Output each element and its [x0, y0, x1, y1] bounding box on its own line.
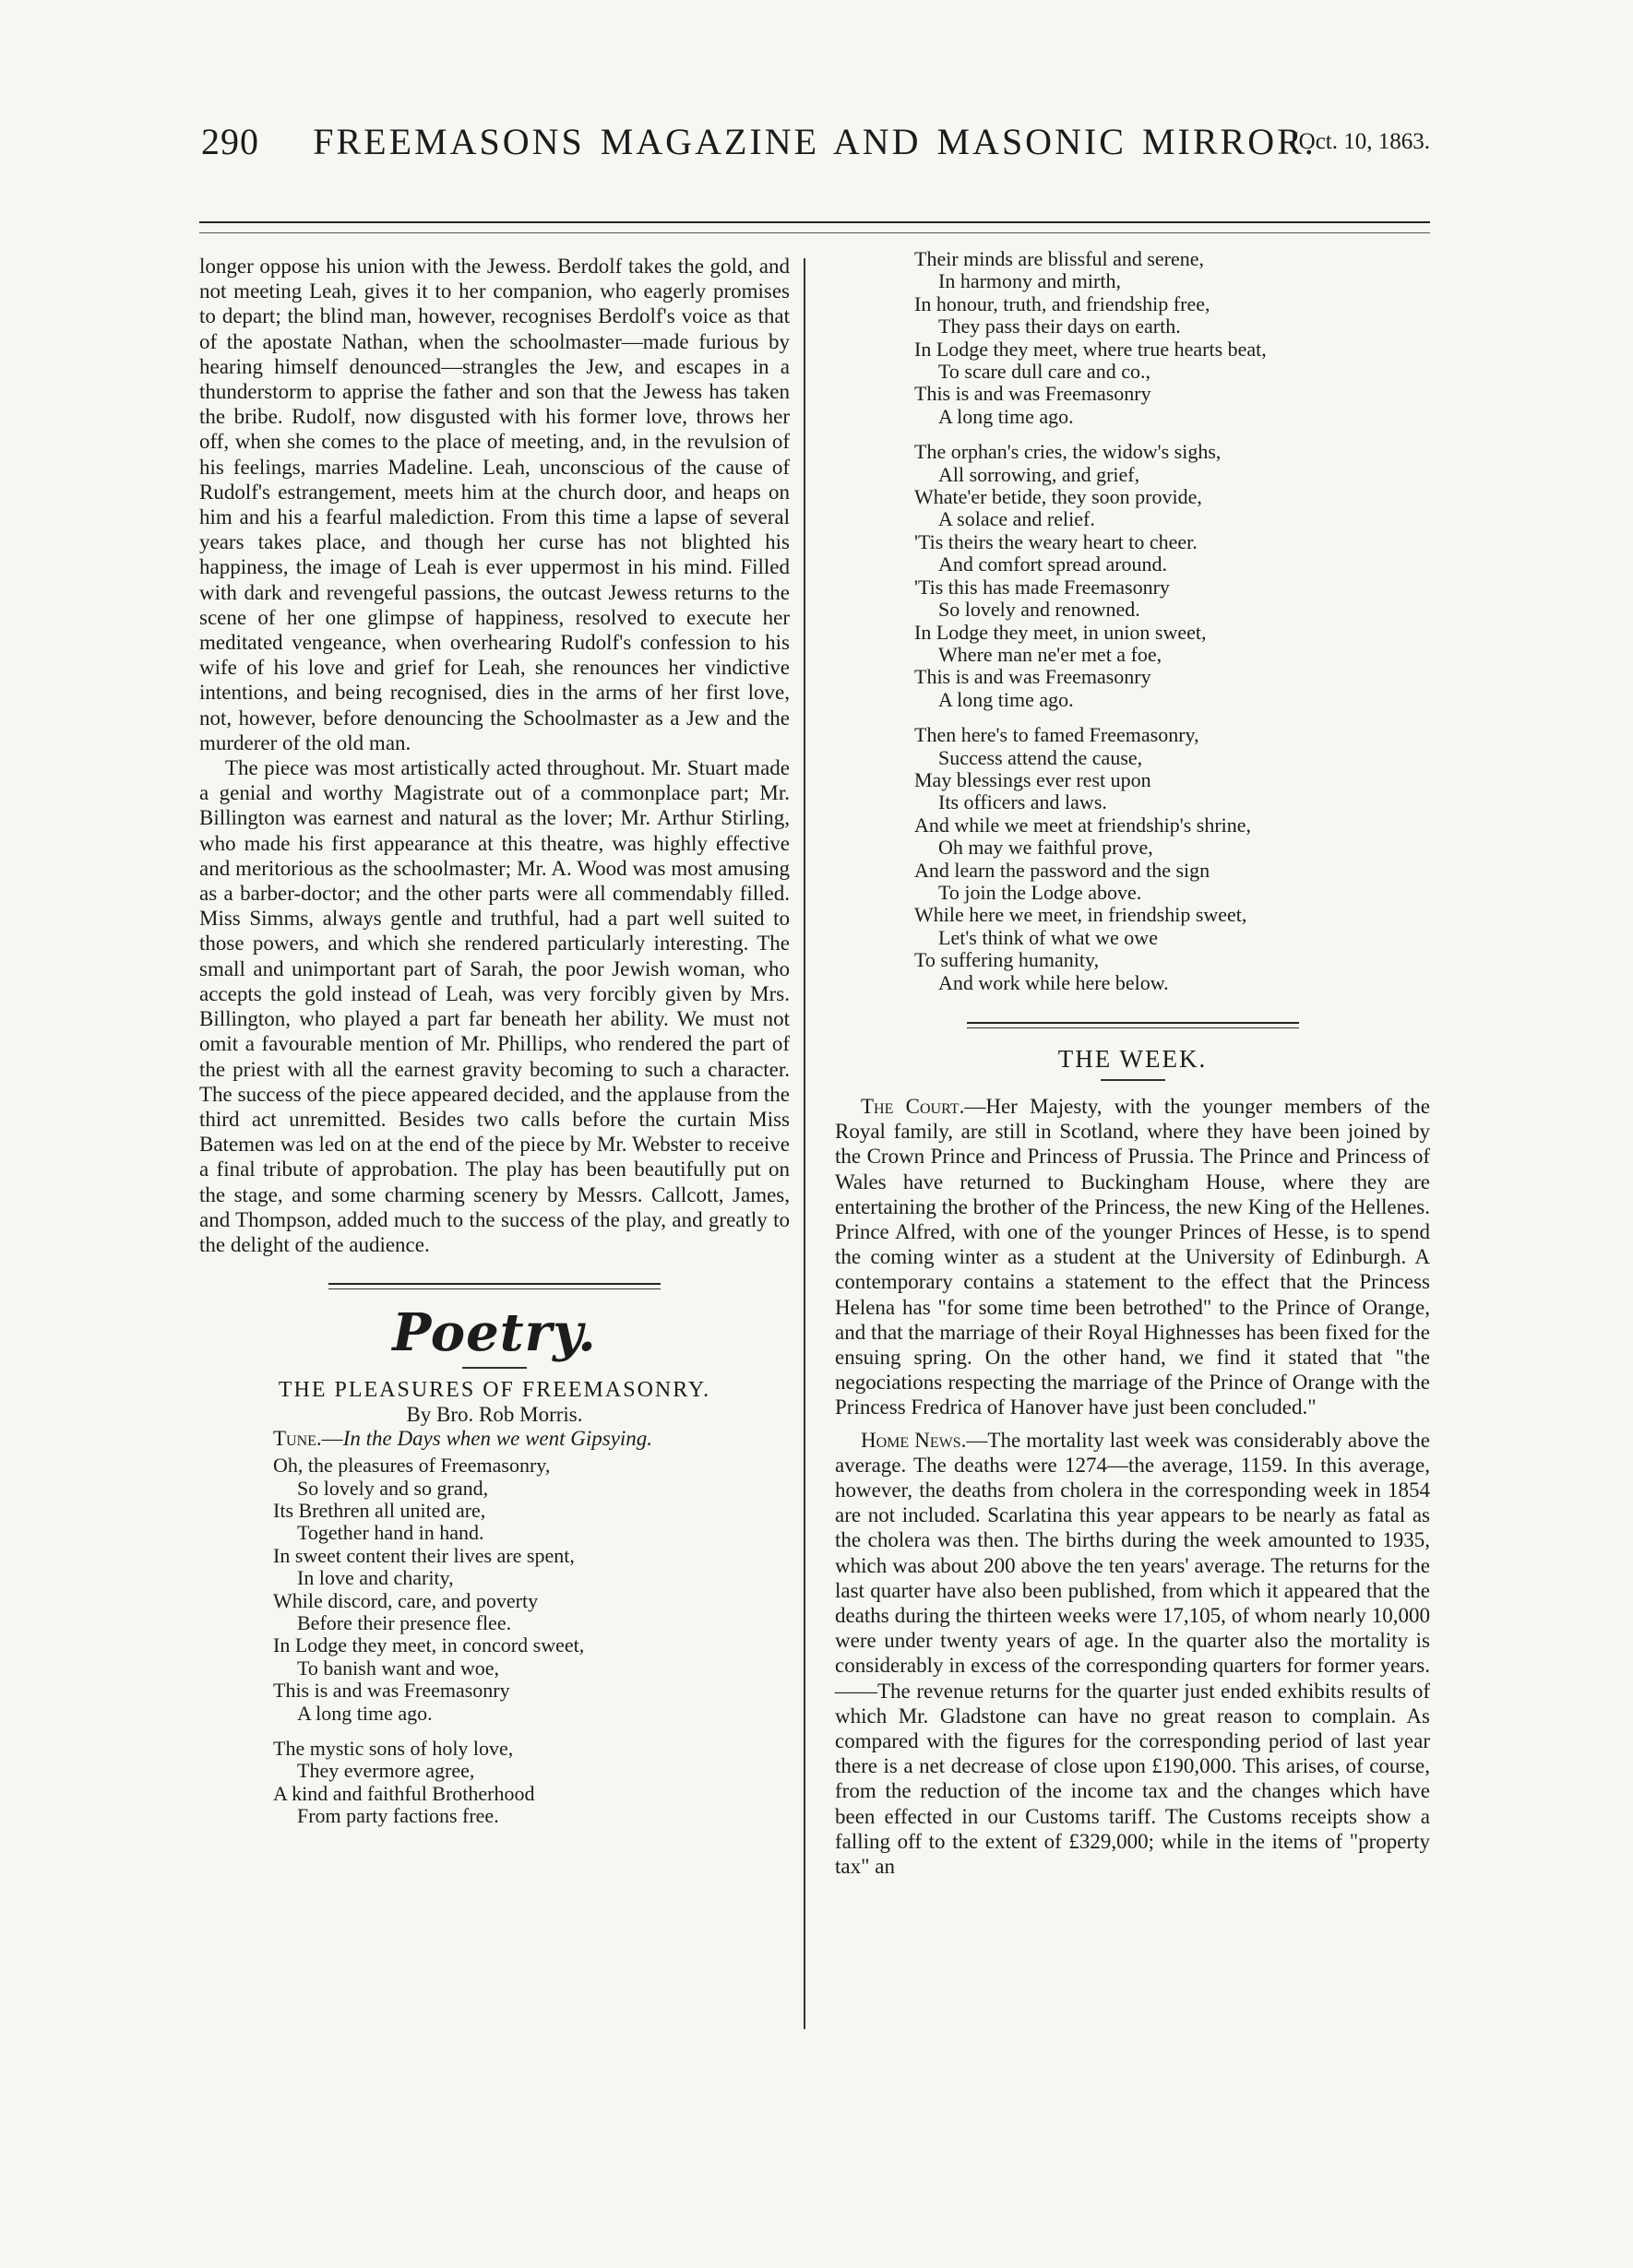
tune-text: In the Days when we went Gipsying. [342, 1427, 653, 1451]
poem-line: So lovely and renowned. [938, 598, 1140, 622]
issue-date: [Oct. 10, 1863. [1291, 129, 1430, 154]
page-number: 290 [201, 121, 259, 162]
poem-line: And work while here below. [938, 970, 1169, 994]
poem-stanza [914, 724, 1430, 994]
poem-line: And comfort spread around. [938, 552, 1168, 576]
poem-title: THE PLEASURES OF FREEMASONRY. [278, 1378, 711, 1403]
home-text: —The mortality last week was considerably above the average. The deaths were 1274—the average, 1159. In this average, however, the deaths from cholera in the corresponding week in 1854 are not included. Scarlatina this year appears to be nearly as fatal as the cholera was then. The births during the week amounted to 1935, which was about 200 above the ten years' average. The returns for the last quarter have also been published, from which it appeared that the deaths during the thirteen weeks were 17,105, of whom nearly 10,000 were under twenty years of age. In the quarter also the mortality is considerably in excess of the corresponding quarters for former years.——The revenue returns for the quarter just ended exhibits results of which Mr. Gladstone can have no great reason to complain. As compared with the figures for the corresponding period of last year there is a net decrease of close upon £190,000. This arises, of course, from the reduction of the income tax and the changes which have been effected in our Customs tariff. The Customs receipts show a falling off to the extent of £329,000; while in the items of "property tax" an [835, 1428, 1430, 1879]
header-rule [199, 221, 1430, 223]
poem-line: In harmony and mirth, [938, 269, 1121, 293]
poem-stanza [273, 1455, 790, 1725]
poem-line: In love and charity, [297, 1566, 454, 1590]
poem-line: In Lodge they meet, where true hearts beat, [914, 337, 1267, 361]
poem-line: A long time ago. [938, 687, 1074, 711]
poem-line: The mystic sons of holy love, [273, 1737, 514, 1760]
poem-line: The orphan's cries, the widow's sighs, [914, 440, 1222, 464]
poem-line: While discord, care, and poverty [273, 1588, 539, 1612]
poem-line: A long time ago. [297, 1701, 433, 1725]
poem-line: In honour, truth, and friendship free, [914, 291, 1210, 315]
poem-line: To suffering humanity, [914, 948, 1100, 972]
poem-line: Their minds are blissful and serene, [914, 247, 1205, 270]
poem-line: In Lodge they meet, in concord sweet, [273, 1633, 585, 1657]
news-paragraph-home [835, 1428, 1430, 1880]
poem-line: To banish want and woe, [297, 1656, 500, 1680]
poem-body-left [199, 1455, 790, 1828]
poem-line: 'Tis this has made Freemasonry [914, 575, 1170, 599]
section-divider [967, 1022, 1299, 1028]
article-paragraph: The piece was most artistically acted throughout. Mr. Stuart made a genial and worthy Magistrate out of a commonplace part; Mr. Billington was earnest and natural as the lover; Mr. Arthur Stirling, who made his first appearance at this theatre, was highly effective and meritorious as the schoolmaster; Mr. A. Wood was most amusing as a barber-doctor; and the other parts were all commendably filled. Miss Simms, always gentle and truthful, had a part well suited to those powers, and which she rendered particularly interesting. The small and unimportant part of Sarah, the poor Jewish woman, who accepts the gold instead of Leah, was very forcibly given by Mrs. Billington, who played a part far beneath her ability. We must not omit a favourable mention of Mr. Phillips, who rendered the part of the priest with all the earnest gravity becoming to such a character. The success of the piece appeared decided, and the applause from the third act unremitted. Besides two calls before the curtain Miss Batemen was led on at the end of the piece by Mr. Webster to receive a final tribute of approbation. The play has been beautifully put on the stage, and some charming scenery by Messrs. Callcott, James, and Thompson, added much to the success of the play, and greatly to the delight of the audience. [199, 756, 790, 1256]
poem-body-right [835, 248, 1430, 994]
poem-line: This is and was Freemasonry [273, 1679, 510, 1703]
week-heading: THE WEEK. [1057, 1045, 1208, 1073]
poem-line: Whate'er betide, they soon provide, [914, 485, 1202, 509]
court-label: The Court. [861, 1095, 965, 1118]
poem-line: Where man ne'er met a foe, [938, 642, 1162, 666]
poem-line: This is and was Freemasonry [914, 665, 1151, 689]
poem-line: In sweet content their lives are spent, [273, 1543, 575, 1567]
poem-line: Oh may we faithful prove, [938, 836, 1153, 860]
poem-line: To join the Lodge above. [938, 880, 1142, 904]
poetry-heading: Poetry. [392, 1302, 597, 1364]
poem-line: To scare dull care and co., [938, 360, 1150, 384]
column-divider [804, 258, 805, 2029]
poem-line: And while we meet at friendship's shrine, [914, 813, 1252, 837]
home-label: Home News. [861, 1428, 967, 1452]
news-paragraph-court [835, 1094, 1430, 1420]
poem-line: Let's think of what we owe [938, 925, 1158, 949]
poem-line: Its officers and laws. [938, 790, 1107, 814]
court-text: —Her Majesty, with the younger members of the Royal family, are still in Scotland, where they have been joined by the Crown Prince and Princess of Prussia. The Prince and Princess of Wales have returned to Buckingham House, where they are entertaining the brother of the Princess, the new King of the Hellenes. Prince Alfred, with one of the younger Princes of Hesse, is to spend the coming winter as a student at the University of Edinburgh. A contemporary contains a statement to the effect that the Princess Helena has "for some time been betrothed" to the Prince of Orange, and that the marriage of their Royal Highnesses has been fixed for the ensuing spring. On the other hand, we find it stated that "the negociations respecting the marriage of the Prince of Orange with the Princess Fredrica of Hanover have just been concluded." [835, 1095, 1430, 1419]
poem-line: They pass their days on earth. [938, 315, 1181, 338]
poem-tune [199, 1427, 790, 1451]
poem-stanza [914, 248, 1430, 428]
poem-line: While here we meet, in friendship sweet, [914, 903, 1247, 927]
poem-line: 'Tis theirs the weary heart to cheer. [914, 529, 1198, 553]
tune-label: Tune.— [273, 1427, 343, 1451]
poem-line: From party factions free. [297, 1804, 499, 1828]
header-rule-thin [199, 232, 1430, 233]
poem-line: Oh, the pleasures of Freemasonry, [273, 1454, 551, 1478]
poem-line: So lovely and so grand, [297, 1476, 489, 1500]
poem-line: Then here's to famed Freemasonry, [914, 723, 1199, 747]
poem-line: Success attend the cause, [938, 745, 1143, 769]
poem-line: They evermore agree, [297, 1759, 475, 1783]
poem-line: A kind and faithful Brotherhood [273, 1781, 535, 1805]
poem-byline: By Bro. Rob Morris. [406, 1403, 583, 1427]
masthead-title: FREEMASONS MAGAZINE AND MASONIC MIRROR. [313, 121, 1317, 162]
poem-line: Its Brethren all united are, [273, 1498, 486, 1522]
poem-line: Before their presence flee. [297, 1610, 512, 1634]
page-header [199, 116, 1430, 170]
poem-line: A solace and relief. [938, 507, 1095, 531]
poem-line: This is and was Freemasonry [914, 382, 1151, 406]
poem-line: All sorrowing, and grief, [938, 462, 1140, 486]
section-divider [328, 1283, 661, 1289]
poem-stanza [273, 1738, 790, 1828]
article-paragraph: longer oppose his union with the Jewess. Berdolf takes the gold, and not meeting Leah, gives it to her companion, who eagerly promises to depart; the blind man, however, recognises Berdolf's voice as that of the apostate Nathan, when the schoolmaster—made furious by hearing himself denounced—strangles the Jew, and escapes in a thunderstorm to apprise the father and son that the Jewess has taken the bribe. Rudolf, now disgusted with his former love, throws her off, when she comes to the place of meeting, and, in the revulsion of his feelings, marries Madeline. Leah, unconscious of the cause of Rudolf's estrangement, meets him at the church door, and heaps on him and his a fearful malediction. From this time a lapse of several years takes place, and though her curse has not blighted his happiness, the image of Leah is ever uppermost in his mind. Filled with dark and revengeful passions, the outcast Jewess returns to the scene of her one glimpse of happiness, resolved to execute her meditated vengeance, when overhearing Rudolf's confession to his wife of his love and grief for Leah, she renounces her vindictive intentions, and being recognised, dies in the arms of her first love, not, however, before denouncing the Schoolmaster as a Jew and the murderer of the old man. [199, 255, 790, 754]
left-column [199, 254, 790, 1828]
poem-line: Together hand in hand. [297, 1521, 484, 1545]
poem-line: A long time ago. [938, 404, 1074, 428]
poem-stanza [914, 441, 1430, 711]
poem-line: In Lodge they meet, in union sweet, [914, 620, 1207, 644]
right-column [835, 247, 1430, 1879]
poem-line: And learn the password and the sign [914, 858, 1210, 882]
poem-line: May blessings ever rest upon [914, 767, 1151, 791]
